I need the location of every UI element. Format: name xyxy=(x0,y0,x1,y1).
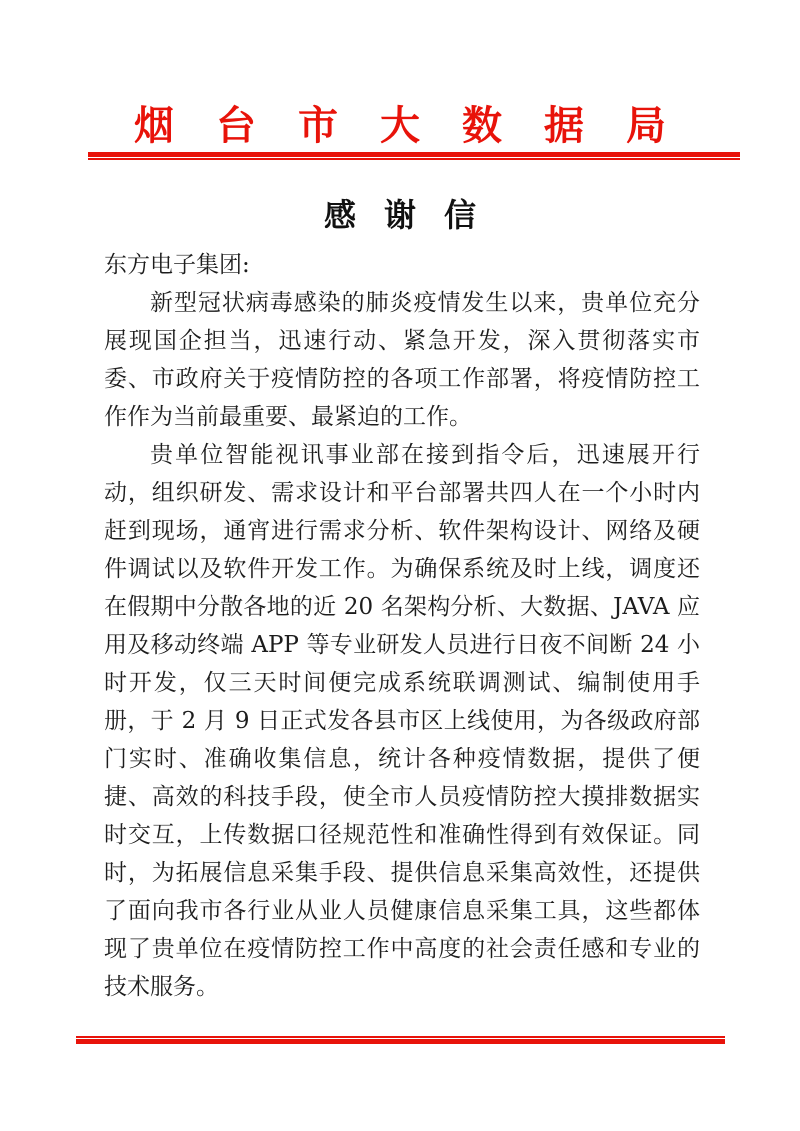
salutation: 东方电子集团: xyxy=(104,252,250,278)
masthead-divider-rule xyxy=(88,152,740,160)
letter-body xyxy=(104,246,700,1006)
agency-masthead: 烟台市大数据局 xyxy=(134,102,708,149)
letter-title: 感谢信 xyxy=(323,196,504,234)
body-paragraph-2: 贵单位智能视讯事业部在接到指令后，迅速展开行动，组织研发、需求设计和平台部署共四人在一个小时内赶到现场，通宵进行需求分析、软件架构设计、网络及硬件调试以及软件开发工作。为确保系统及时上线，调度还在假期中分散各地的近 20 名架构分析、大数据、JAVA 应用及移动终端 APP 等专业研发人员进行日夜不间断 24 小时开发，仅三天时间便完成系统联调测试、编制使用手册，于 2 月 9 日正式发各县市区上线使用，为各级政府部门实时、准确收集信息，统计各种疫情数据，提供了便捷、高效的科技手段，使全市人员疫情防控大摸排数据实时交互，上传数据口径规范性和准确性得到有效保证。同时，为拓展信息采集手段、提供信息采集高效性，还提供了面向我市各行业从业人员健康信息采集工具，这些都体现了贵单位在疫情防控工作中高度的社会责任感和专业的技术服务。 xyxy=(104,442,700,1000)
body-paragraph-1: 新型冠状病毒感染的肺炎疫情发生以来，贵单位充分展现国企担当，迅速行动、紧急开发，深入贯彻落实市委、市政府关于疫情防控的各项工作部署，将疫情防控工作作为当前最重要、最紧迫的工作。 xyxy=(104,290,700,430)
footer-divider-rule xyxy=(76,1036,725,1044)
